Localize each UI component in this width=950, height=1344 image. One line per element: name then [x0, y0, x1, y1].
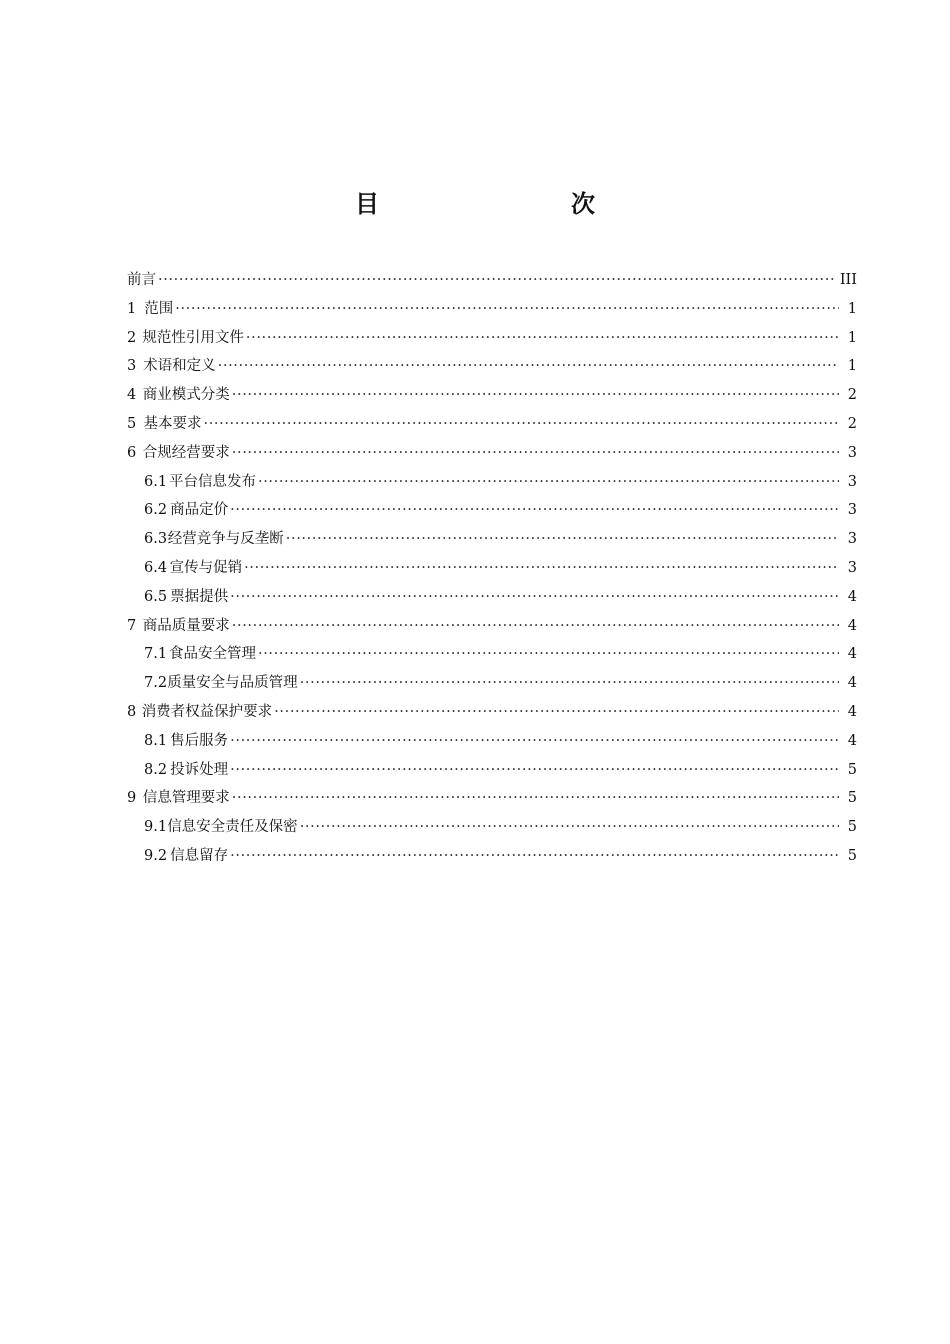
toc-entry-page: 4 [847, 703, 857, 720]
toc-entry-page: 3 [847, 559, 857, 576]
toc-entry[interactable] [127, 813, 857, 842]
dot-leader [175, 295, 839, 324]
toc-entry-label: 经营竞争与反垄断 [167, 531, 284, 548]
toc-entry-page: 3 [847, 531, 857, 548]
toc-entry-number: 9.1 [144, 819, 168, 836]
dot-leader [300, 813, 839, 842]
dot-leader [232, 439, 839, 468]
toc-entry[interactable] [127, 324, 857, 353]
dot-leader [232, 381, 839, 410]
toc-entry-number: 7 [127, 617, 137, 634]
dot-leader [230, 496, 839, 525]
toc-entry[interactable] [127, 266, 857, 295]
toc-entry-label: 商品定价 [170, 502, 229, 519]
toc-entry-label: 消费者权益保护要求 [141, 703, 273, 720]
toc-entry[interactable] [127, 698, 857, 727]
toc-entry-number: 8.1 [144, 732, 168, 749]
toc-entry-number: 6.4 [144, 559, 168, 576]
dot-leader [286, 525, 839, 554]
toc-entry[interactable] [127, 612, 857, 641]
dot-leader [258, 640, 839, 669]
toc-entry-label: 票据提供 [170, 588, 229, 605]
dot-leader [230, 583, 839, 612]
dot-leader [218, 352, 839, 381]
toc-entry-number: 8.2 [144, 761, 168, 778]
toc-entry-number: 4 [127, 387, 137, 404]
toc-entry-page: 5 [847, 847, 857, 864]
toc-entry-number: 6 [127, 444, 137, 461]
toc-entry-label: 术语和定义 [143, 358, 216, 375]
toc-entry-label: 前言 [127, 272, 156, 288]
dot-leader [232, 784, 839, 813]
toc-entry-number: 6.3 [144, 531, 168, 548]
toc-entry-label: 信息留存 [170, 847, 229, 864]
toc-entry[interactable] [127, 381, 857, 410]
toc-entry-page: 4 [847, 646, 857, 663]
toc-entry[interactable] [127, 640, 857, 669]
toc-entry-label: 平台信息发布 [168, 473, 256, 490]
toc-entry-number: 3 [127, 358, 137, 375]
toc-entry-label: 商品质量要求 [142, 617, 230, 634]
toc-entry-label: 合规经营要求 [142, 444, 230, 461]
toc-entry-page: 1 [847, 329, 857, 346]
dot-leader [244, 554, 839, 583]
toc-entry-page: 4 [847, 617, 857, 634]
dot-leader [230, 756, 839, 785]
toc-entry-label: 基本要求 [143, 415, 202, 432]
dot-leader [258, 468, 839, 497]
toc-entry-page: 2 [847, 415, 857, 432]
toc-entry-page: 4 [847, 732, 857, 749]
toc-entry[interactable] [127, 727, 857, 756]
toc-entry-label: 规范性引用文件 [142, 329, 244, 346]
toc-entry[interactable] [127, 756, 857, 785]
toc-entry[interactable] [127, 525, 857, 554]
toc-entry[interactable] [127, 554, 857, 583]
toc-entry-label: 商业模式分类 [142, 387, 230, 404]
toc-entry-number: 6.5 [144, 588, 168, 605]
dot-leader [300, 669, 839, 698]
toc-entry-number: 5 [127, 415, 137, 432]
dot-leader [204, 410, 839, 439]
toc-entry-number: 7.1 [144, 646, 168, 663]
dot-leader [232, 612, 839, 641]
table-of-contents [127, 266, 857, 871]
toc-entry-page: 1 [847, 300, 857, 317]
toc-entry-label: 质量安全与品质管理 [167, 675, 298, 692]
dot-leader [274, 698, 839, 727]
toc-entry-number: 6.1 [144, 473, 168, 490]
page-title: 目 次 [355, 190, 643, 218]
toc-entry[interactable] [127, 352, 857, 381]
toc-entry-page: 3 [847, 502, 857, 519]
toc-entry-page: 3 [847, 444, 857, 461]
toc-entry-label: 信息管理要求 [142, 790, 230, 807]
toc-entry-page: 3 [847, 473, 857, 490]
toc-entry[interactable] [127, 410, 857, 439]
dot-leader [230, 727, 839, 756]
toc-entry-number: 9.2 [144, 847, 168, 864]
toc-entry-label: 售后服务 [170, 732, 229, 749]
dot-leader [230, 842, 839, 871]
toc-entry-page: III [839, 272, 857, 288]
toc-entry-number: 7.2 [144, 675, 168, 692]
toc-entry[interactable] [127, 784, 857, 813]
toc-entry-number: 9 [127, 790, 137, 807]
toc-entry-number: 2 [127, 329, 137, 346]
toc-entry-page: 5 [847, 790, 857, 807]
dot-leader [158, 266, 836, 295]
toc-entry[interactable] [127, 468, 857, 497]
toc-entry[interactable] [127, 842, 857, 871]
toc-entry[interactable] [127, 669, 857, 698]
toc-entry-page: 2 [847, 387, 857, 404]
toc-entry[interactable] [127, 496, 857, 525]
toc-entry-page: 1 [847, 358, 857, 375]
toc-entry-label: 宣传与促销 [169, 559, 243, 576]
toc-entry-number: 1 [127, 300, 137, 317]
toc-entry[interactable] [127, 583, 857, 612]
toc-entry[interactable] [127, 439, 857, 468]
toc-entry[interactable] [127, 295, 857, 324]
toc-entry-number: 6.2 [144, 502, 168, 519]
dot-leader [246, 324, 839, 353]
toc-entry-page: 5 [847, 761, 857, 778]
toc-entry-page: 5 [847, 819, 857, 836]
toc-entry-label: 范围 [144, 300, 174, 317]
toc-entry-label: 食品安全管理 [168, 646, 256, 663]
toc-entry-number: 8 [127, 703, 137, 720]
toc-entry-label: 信息安全责任及保密 [167, 819, 298, 836]
toc-entry-label: 投诉处理 [170, 761, 229, 778]
toc-entry-page: 4 [847, 675, 857, 692]
toc-entry-page: 4 [847, 588, 857, 605]
